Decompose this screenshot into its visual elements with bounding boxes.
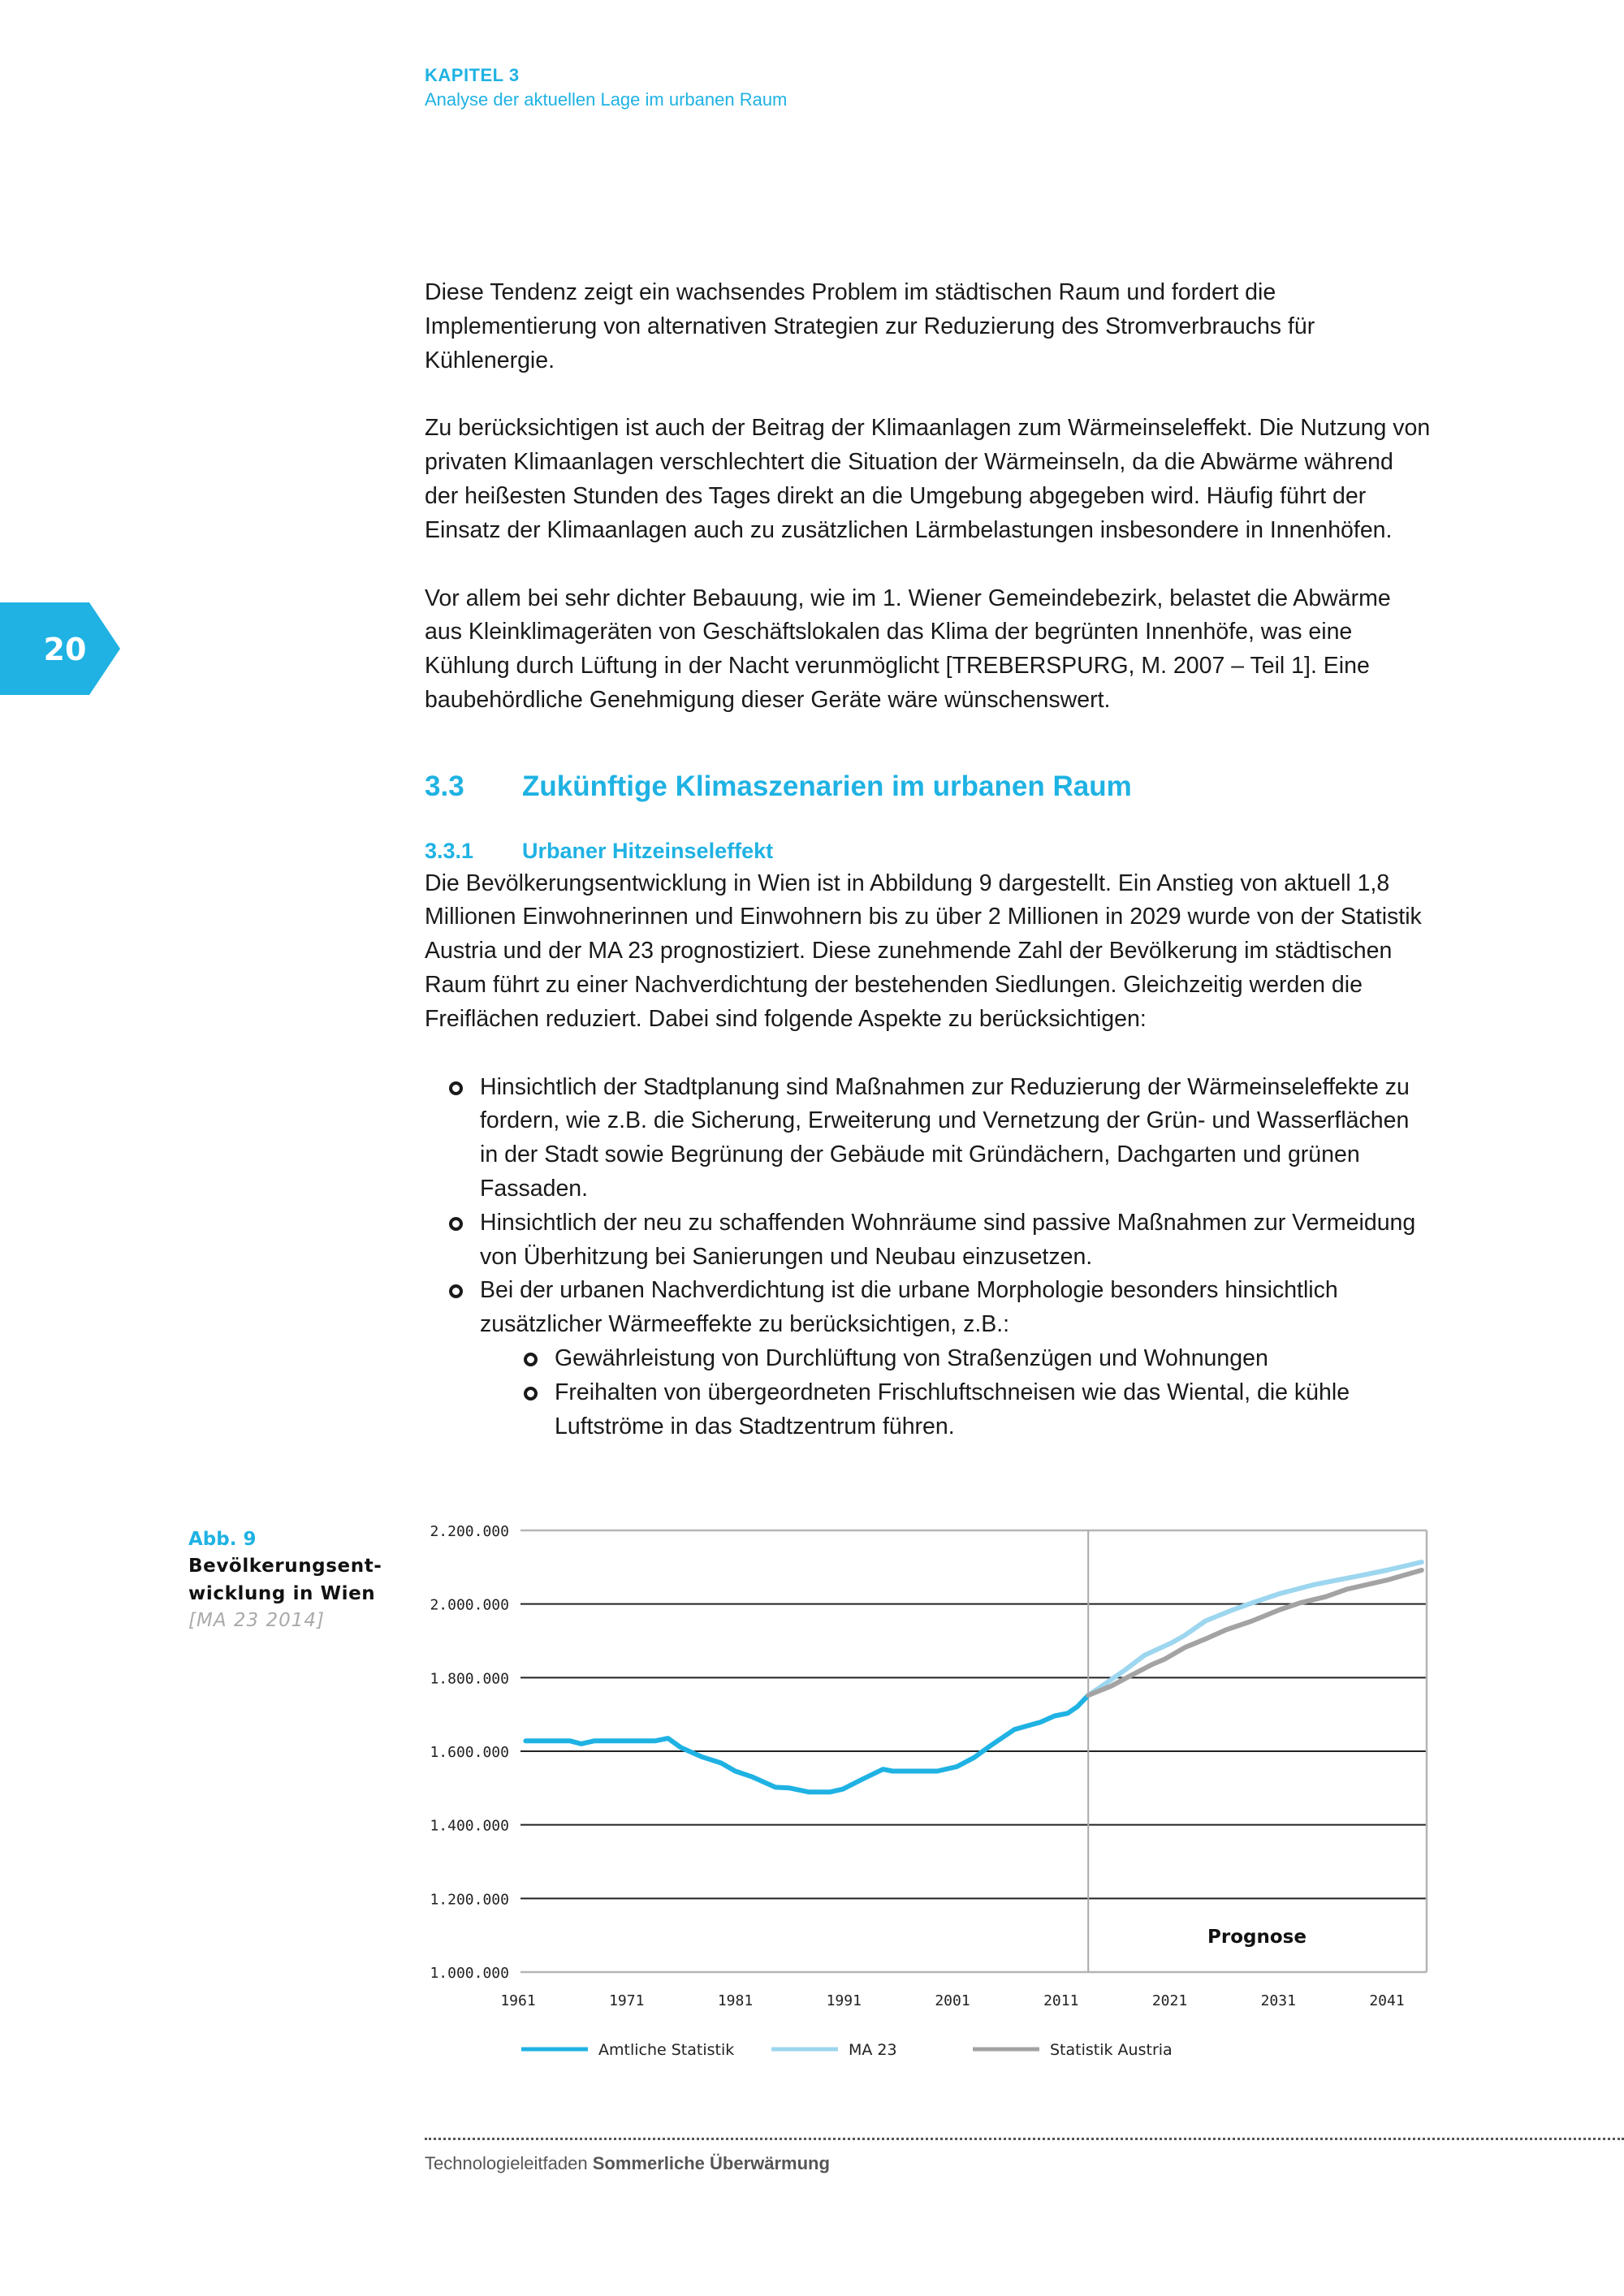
figure-title-line: Bevölkerungsent- [188,1556,382,1577]
figure-source: [MA 23 2014] [188,1610,325,1631]
legend-label: Amtliche Statistik [598,2041,735,2059]
y-tick-label: 1.800.000 [430,1670,509,1688]
list-item-text: Hinsichtlich der neu zu schaffenden Wohnräume sind passive Maßnahmen zur Vermeidung von Überhitzung bei Sanierungen und Neubau einzusetzen. [480,1209,1416,1270]
y-tick-label: 2.200.000 [430,1523,509,1540]
list-item-text: Gewährleistung von Durchlüftung von Straßenzügen und Wohnungen [555,1344,1268,1371]
legend-label: Statistik Austria [1050,2041,1173,2059]
footer [425,2153,830,2174]
prognose-annotation: Prognose [1207,1927,1307,1948]
list-item-text: Hinsichtlich der Stadtplanung sind Maßnahmen zur Reduzierung der Wärmeinseleffekte zu fordern, wie z.B. die Sicherung, Erweiterung und Vernetzung der Grün- und Wasserflächen in der Stadt sowie Begrünung der Gebäude mit Gründächern, Dachgarten und grünen Fassaden. [480,1073,1410,1202]
x-tick-label: 1961 [500,1992,536,2009]
section-number: 3.3 [425,770,464,802]
chapter-label: KAPITEL 3 [425,65,520,85]
footer-prefix: Technologieleitfaden [425,2153,588,2173]
paragraph: Die Bevölkerungsentwicklung in Wien ist in Abbildung 9 dargestellt. Ein Anstieg von aktuell 1,8 Millionen Einwohnerinnen und Einwohnern bis zu über 2 Millionen in 2029 wurde von der Statistik Austria und der MA 23 prognostiziert. Diese zunehmende Zahl der Bevölkerung im städtischen Raum führt zu einer Nachverdichtung der bestehenden Siedlungen. Gleichzeitig werden die Freiflächen reduziert. Dabei sind folgende Aspekte zu berücksichtigen: [425,870,1422,1032]
y-tick-label: 1.600.000 [430,1744,509,1761]
x-tick-label: 2031 [1260,1992,1296,2009]
footer-title: Sommerliche Überwärmung [592,2153,830,2173]
y-tick-label: 1.200.000 [430,1891,509,1909]
page-number: 20 [43,632,87,667]
x-tick-label: 1971 [609,1992,645,2009]
series-line-statistik-austria [1088,1570,1422,1695]
x-tick-label: 2001 [935,1992,970,2009]
x-tick-label: 2041 [1369,1992,1405,2009]
y-tick-label: 1.400.000 [430,1817,509,1835]
series-line-amtliche-statistik [525,1695,1088,1792]
x-tick-label: 2021 [1151,1992,1188,2009]
list-item-text: Bei der urbanen Nachverdichtung ist die urbane Morphologie besonders hinsichtlich zusätzlicher Wärmeeffekte zu berücksichtigen, z.B.: [480,1277,1338,1338]
chapter-title: Analyse der aktuellen Lage im urbanen Raum [425,89,788,110]
y-tick-label: 2.000.000 [430,1596,509,1614]
y-tick-label: 1.000.000 [430,1965,509,1982]
list-item-text: Freihalten von übergeordneten Frischluftschneisen wie das Wiental, die kühle Luftströme in das Stadtzentrum führen. [555,1379,1350,1439]
figure-title-line: wicklung in Wien [188,1583,376,1604]
paragraph: Vor allem bei sehr dichter Bebauung, wie im 1. Wiener Gemeindebezirk, belastet die Abwärme aus Kleinklimageräten von Geschäftslokalen das Klima der begrünten Innenhöfe, was eine Kühlung durch Lüftung in der Nacht verunmöglicht [TREBERSPURG, M. 2007 – Teil 1]. Eine baubehördliche Genehmigung dieser Geräte wäre wünschenswert. [425,585,1391,713]
x-tick-label: 1981 [717,1992,754,2009]
figure-label: Abb. 9 [188,1529,257,1550]
paragraph: Diese Tendenz zeigt ein wachsendes Problem im städtischen Raum und fordert die Implementierung von alternativen Strategien zur Reduzierung des Stromverbrauchs für Kühlenergie. [425,279,1315,373]
x-tick-label: 1991 [826,1992,862,2009]
section-title: Zukünftige Klimaszenarien im urbanen Raum [522,770,1132,802]
footer-divider [425,2138,1624,2140]
paragraph: Zu berücksichtigen ist auch der Beitrag der Klimaanlagen zum Wärmeinseleffekt. Die Nutzung von privaten Klimaanlagen verschlechtert die Situation der Wärmeinseln, da die Abwärme während der heißesten Stunden des Tages direkt an die Umgebung abgegeben wird. Häufig führt der Einsatz der Klimaanlagen auch zu zusätzlichen Lärmbelastungen insbesondere in Innenhöfen. [425,415,1431,543]
subsection-title: Urbaner Hitzeinseleffekt [522,838,774,863]
x-tick-label: 2011 [1043,1992,1079,2009]
subsection-number: 3.3.1 [425,838,474,863]
legend-label: MA 23 [849,2041,897,2059]
